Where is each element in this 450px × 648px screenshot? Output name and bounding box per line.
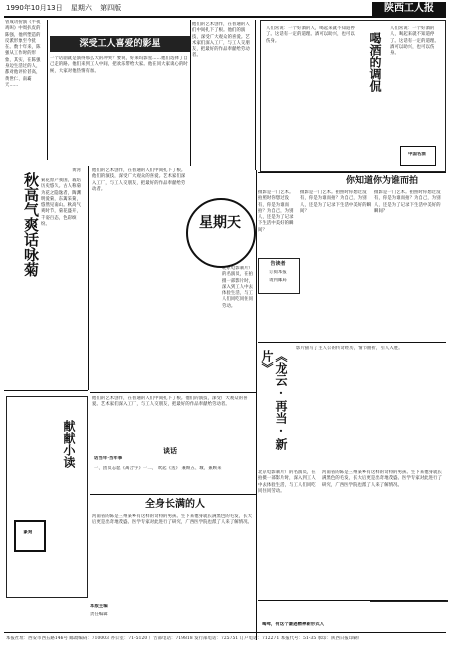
rule <box>4 390 88 391</box>
masthead-date: 1990年10月13日 <box>6 4 63 12</box>
notice-title: 你知道你为谁而拍 <box>345 176 418 186</box>
art-corner-title: 献献小读 <box>62 420 76 468</box>
masthead-weekday: 星期六 <box>70 4 92 12</box>
art-corner-label: 篆刻 <box>23 530 33 535</box>
film-title: 《龙云·再当·新片》 <box>260 350 288 450</box>
small-box-line: 请到邮局 <box>269 278 287 283</box>
masthead-page: 第四版 <box>100 4 122 12</box>
intro-text: 曾成功扮演《半夜鸡叫》中周扒皮的陈强，他所塑造的反派形象至今犹在。数十年来，陈强从工作时的形象，其实，在陈强身边生活过的人，都对他评价甚高，黄世仁、南霸天…… <box>5 20 41 88</box>
footer-text: 本报社址：西安市西五路146号 邮政编码：710003 办公室：71-5120 广告部电话：719818 发行部电话：725751 订户电话：712271 本报代号：51-35 承印：陕西日报印刷厂 <box>6 636 363 641</box>
long-col-right-1: 北京电影制片厂的名演员，在拍摄一部影片时，深入到工人中去体验生活，与工人们同吃同住同劳动。 <box>258 470 316 494</box>
rule <box>90 392 256 393</box>
divider <box>255 20 256 170</box>
poem-author: 黄河 <box>72 168 81 173</box>
long-col-right-2: 河南省的陈是三州某乡有这样的奇特的男孩。生下来他身就长满黑色的毛发，长大后更是出奇地茂盛。医学专家对此进行了研究，广西医学院也派了人来了解情况。 <box>322 470 443 488</box>
notice-col-2: 摄影是一门艺术。拍照时你想过没有，你是为谁而拍？为自己，为别人，还是为了记录下生活中美好的瞬间？ <box>300 190 372 214</box>
divider <box>47 20 48 160</box>
divider <box>256 170 257 640</box>
masthead-paper-name: 陕西工人报 <box>372 2 446 16</box>
divider <box>88 166 89 390</box>
talk-body: 一、团员志愿《离合字》一二、 吹起《送》 兼顾五、城、兼顾来 <box>94 466 222 471</box>
poem-title: 秋高气爽话咏菊 <box>22 172 40 277</box>
rule <box>258 342 446 343</box>
ad-box-footer: 中国名酒 <box>408 152 426 157</box>
masthead-rule <box>4 16 446 18</box>
ad-box-body: 人们常说：一个好酒的人，喝起来就不知道停了。这话有一定的道理。酒可以助兴，也可以伤身。 <box>266 26 355 44</box>
middle-col-body: 他们的艺术创作，在普通的人们中间扎下了根。他们的演技，深受广大观众的喜爱。艺术家们深入工厂，与工人交朋友，把最好的作品奉献给劳动者。 <box>92 168 186 192</box>
poem-body: 菊花原产我国，栽培历史悠久。古人称菊为花之隐逸者，陶渊明爱菊，东篱采菊，悠然见南山。秋高气爽时节，菊花盛开，千姿百态，色彩缤纷。 <box>41 178 82 228</box>
bottom-mark: 本版主编 <box>90 604 108 609</box>
film-body: 影片描写了主人公的传奇经历，情节曲折，引人入胜。 <box>296 346 403 351</box>
ad-box-title: 喝酒的调侃 <box>368 32 382 92</box>
masthead-left <box>6 3 186 15</box>
rule <box>90 494 256 495</box>
long-col-body: 北京电影制片厂的名演员，在拍摄一部影片时，深入到工人中去体验生活，与工人们同吃同住同劳动。 <box>222 266 254 309</box>
feature-title: 深受工人喜爱的影星 <box>50 36 190 52</box>
small-box-line: 订阅本报 <box>269 270 287 275</box>
rule <box>258 600 446 601</box>
feature-body: 一个话剧就是演得那么大的冲突？要说，好莱坞影星……他们选择了自己走的路。他们来到工人中间，把欢乐带给大家。他在同大家谈心的时候，大家对他热情有加。 <box>50 56 188 74</box>
small-box-title: 告读者 <box>270 261 286 267</box>
notice-col-1: 摄影是一门艺术。拍照时你想过没有，你是为谁而拍？为自己，为别人，还是为了记录下生活中美好的瞬间？ <box>258 190 294 233</box>
story-title: 全身长满的人 <box>145 499 205 510</box>
bottom-mark-sub: 责任编辑 <box>90 612 108 617</box>
caption-text: 喝啤，有这个谦逊精神新形式人 <box>262 622 325 627</box>
footer-rule <box>4 632 446 633</box>
talk-subtitle: 话当年·当年事 <box>94 456 123 461</box>
talk-title: 谈话 <box>163 446 177 455</box>
story-body: 河南省的陈是三州某乡有这样的奇特的男孩。生下来他身就长满黑色的毛发，长大后更是出奇地茂盛。医学专家对此进行了研究，广西医学院也派了人来了解情况。 <box>92 514 253 526</box>
divider <box>190 20 191 166</box>
talk-body-upper: 他们的艺术创作，在普通的人们中间扎下了根。他们的演技，深受广大观众的喜爱。艺术家们深入工厂，与工人交朋友，把最好的作品奉献给劳动者。 <box>92 396 248 408</box>
rule <box>258 172 446 173</box>
ad-box-side-text: 人们常说：一个好酒的人，喝起来就不知道停了。这话有一定的道理。酒可以助兴，也可以伤身。 <box>390 26 439 57</box>
sunday-title: 星期天 <box>199 215 241 231</box>
notice-col-3: 摄影是一门艺术。拍照时你想过没有，你是为谁而拍？为自己，为别人，还是为了记录下生活中美好的瞬间？ <box>374 190 441 214</box>
feature-continued: 他们的艺术创作，在普通的人们中间扎下了根。他们的演技，深受广大观众的喜爱。艺术家们深入工厂，与工人交朋友，把最好的作品奉献给劳动者。 <box>192 22 250 59</box>
